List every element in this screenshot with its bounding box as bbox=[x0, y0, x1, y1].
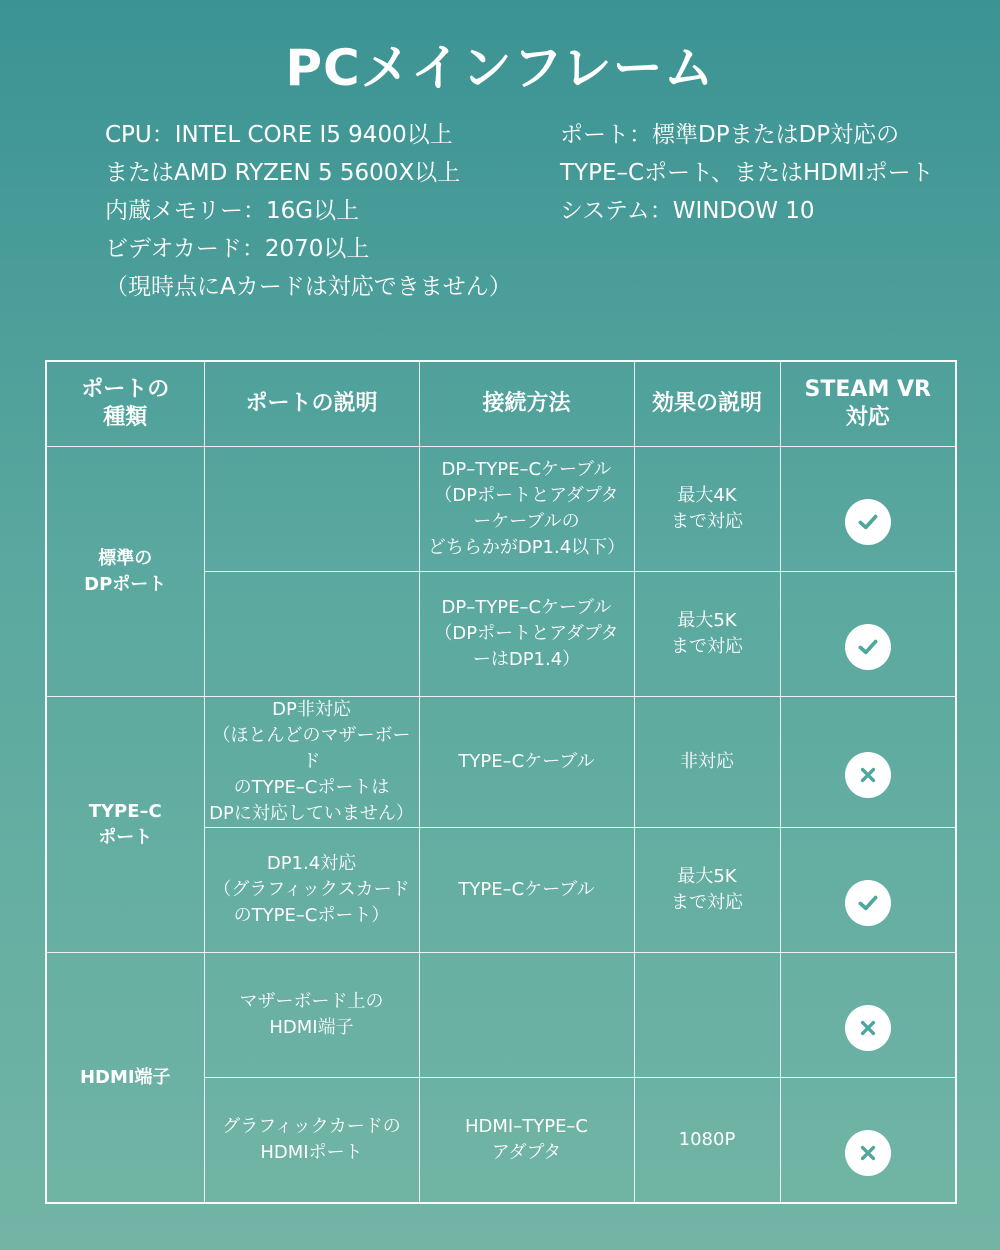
effect-cell: 最大5K まで対応 bbox=[634, 828, 780, 953]
spec-port-alt: TYPE–Cポート、またはHDMIポート bbox=[560, 160, 934, 186]
table-row bbox=[46, 953, 956, 1078]
spec-cpu: CPU：INTEL CORE I5 9400以上 bbox=[105, 122, 453, 148]
spec-list-right bbox=[560, 116, 934, 230]
header-connection-method: 接続方法 bbox=[419, 361, 634, 447]
check-icon bbox=[845, 499, 891, 545]
spec-note: （現時点にAカードは対応できません） bbox=[105, 274, 512, 300]
cross-icon bbox=[845, 1005, 891, 1051]
effect-cell: 非対応 bbox=[634, 697, 780, 828]
spec-list-left bbox=[105, 116, 512, 306]
header-effect-description: 効果の説明 bbox=[634, 361, 780, 447]
effect-cell: 1080P bbox=[634, 1078, 780, 1204]
table-header-row bbox=[46, 361, 956, 447]
steam-vr-cell bbox=[780, 447, 956, 572]
check-icon bbox=[845, 624, 891, 670]
steam-vr-cell bbox=[780, 953, 956, 1078]
spec-cpu-alt: またはAMD RYZEN 5 5600X以上 bbox=[105, 160, 461, 186]
effect-cell: 最大5K まで対応 bbox=[634, 572, 780, 697]
steam-vr-cell bbox=[780, 1078, 956, 1204]
port-type-cell: 標準の DPポート bbox=[46, 447, 204, 697]
spec-video-card: ビデオカード：2070以上 bbox=[105, 236, 370, 262]
connection-cell: HDMI–TYPE–C アダプタ bbox=[419, 1078, 634, 1204]
cross-icon bbox=[845, 752, 891, 798]
port-description-cell: DP非対応 （ほとんどのマザーボード のTYPE–Cポートは DPに対応していません） bbox=[204, 697, 419, 828]
connection-cell bbox=[419, 953, 634, 1078]
port-type-cell: TYPE–C ポート bbox=[46, 697, 204, 953]
steam-vr-cell bbox=[780, 572, 956, 697]
effect-cell: 最大4K まで対応 bbox=[634, 447, 780, 572]
table-row bbox=[46, 697, 956, 828]
spec-system: システム：WINDOW 10 bbox=[560, 198, 815, 224]
steam-vr-cell bbox=[780, 697, 956, 828]
connection-cell: DP–TYPE–Cケーブル （DPポートとアダプタ ーケーブルの どちらかがDP1.4以下） bbox=[419, 447, 634, 572]
port-description-cell: マザーボード上の HDMI端子 bbox=[204, 953, 419, 1078]
connection-cell: DP–TYPE–Cケーブル （DPポートとアダプタ ーはDP1.4） bbox=[419, 572, 634, 697]
steam-vr-cell bbox=[780, 828, 956, 953]
port-description-cell: DP1.4対応 （グラフィックスカード のTYPE–Cポート） bbox=[204, 828, 419, 953]
check-icon bbox=[845, 880, 891, 926]
port-compatibility-table bbox=[45, 360, 957, 1204]
cross-icon bbox=[845, 1130, 891, 1176]
effect-cell bbox=[634, 953, 780, 1078]
port-type-cell: HDMI端子 bbox=[46, 953, 204, 1204]
port-description-cell bbox=[204, 447, 419, 572]
header-steam-vr: STEAM VR 対応 bbox=[780, 361, 956, 447]
table-row bbox=[46, 447, 956, 572]
spec-port: ポート：標準DPまたはDP対応の bbox=[560, 122, 900, 148]
connection-cell: TYPE–Cケーブル bbox=[419, 828, 634, 953]
port-description-cell: グラフィックカードの HDMIポート bbox=[204, 1078, 419, 1204]
connection-cell: TYPE–Cケーブル bbox=[419, 697, 634, 828]
port-description-cell bbox=[204, 572, 419, 697]
spec-memory: 内蔵メモリー：16G以上 bbox=[105, 198, 360, 224]
header-port-description: ポートの説明 bbox=[204, 361, 419, 447]
header-port-type: ポートの 種類 bbox=[46, 361, 204, 447]
page-title: PCメインフレーム bbox=[285, 39, 715, 97]
